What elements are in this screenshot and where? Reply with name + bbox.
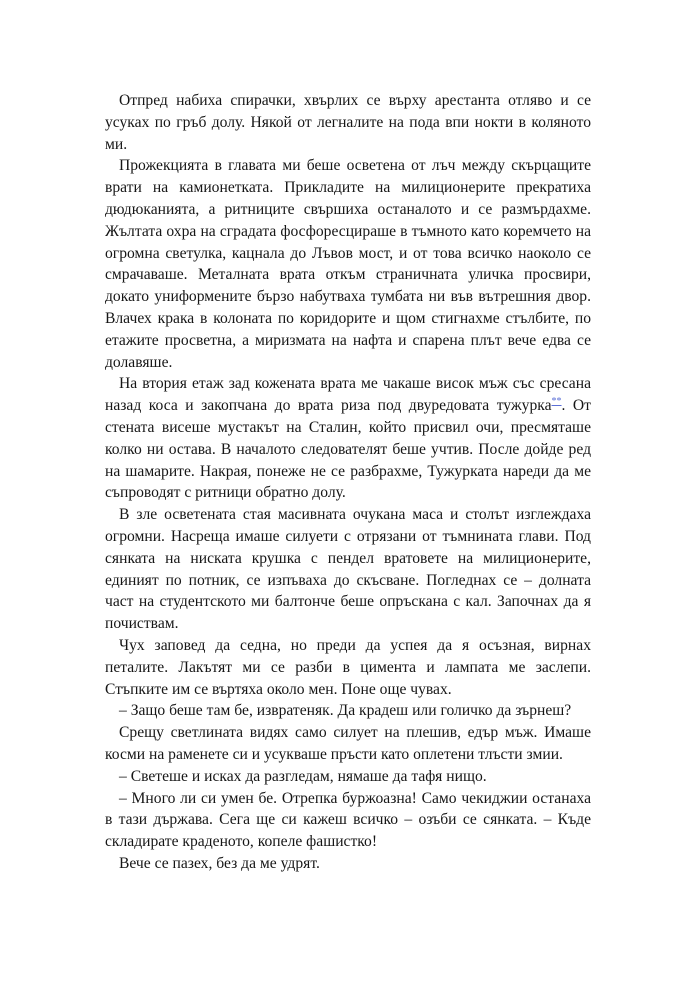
paragraph-5: [105, 635, 591, 700]
paragraph-6: [105, 722, 591, 766]
paragraph-text: Чух заповед да седна, но преди да успея да я осъзная, вирнах петалите. Лакътят ми се разби в цимента и лампата ме заслепи. Стъпките им се въртяха около мен. Поне още чувах.: [105, 636, 591, 698]
paragraph-text: На втория етаж зад кожената врата ме чакаше висок мъж със сресана назад коса и закопчана до врата риза под двуредовата тужурка: [105, 375, 591, 415]
paragraph-text: – Много ли си умен бе. Отрепка буржоазна! Само чекиджии останаха в тази държава. Сега ще си кажеш всичко – озъби се сянката. – Къде складирате крадeното, копеле фашистко!: [105, 789, 591, 851]
dialogue-line-2: [105, 766, 591, 788]
paragraph-1: [105, 90, 591, 155]
paragraph-text: – Защо беше там бе, извратеняк. Да крадеш или голичко да зърнеш?: [119, 702, 572, 720]
footnote-link[interactable]: **: [551, 396, 562, 408]
paragraph-text: Прожекцията в главата ми беше осветена от лъч между скърцащите врати на камионетката. Прикладите на милиционерите прекратиха дюдюканията, а ритниците свършиха останалото и се размърдахме. Жълтата охра на сградата фосфоресцираше в тъмното като коремчето на огромна светулка, кацнала до Лъвов мост, и от това всичко наоколо се смрачаваше. Металната врата откъм страничната уличка просвири, докато униформените бързо набутваха тумбата ни във вътрешния двор. Влачех крака в колоната по коридорите и щом стигнахме стълбите, по етажите просветна, а миризмата на нафта и спарена плът вече едва се долавяше.: [105, 157, 591, 371]
paragraph-text: Срещу светлината видях само силует на плешив, едър мъж. Имаше косми на раменете си и усукваше пръсти като оплетени тлъсти змии.: [105, 724, 591, 763]
paragraph-3: [105, 373, 591, 504]
paragraph-text: В зле осветената стая масивната очукана маса и столът изглеждаха огромни. Насреща имаше силуети с отрязани от тъмнината глави. Под сянката на ниската крушка с пендел вратовете на милиционерите, единият по потник, се изпъваха до скъсване. Погледнах се – долната част на студентското ми балтонче беше опръскана с кал. Започнах да я почиствам.: [105, 506, 591, 633]
paragraph-text: – Светеше и исках да разгледам, нямаше да тафя нищо.: [119, 767, 487, 785]
body-text: [105, 90, 591, 875]
paragraph-text: Вече се пазех, без да ме удрят.: [119, 854, 320, 872]
paragraph-2: [105, 155, 591, 373]
dialogue-line-1: [105, 700, 591, 722]
paragraph-7: [105, 853, 591, 875]
paragraph-4: [105, 504, 591, 635]
paragraph-text: Отпред набиха спирачки, хвърлих се върху арестанта отляво и се усуках по гръб долу. Някой от легналите на пода впи нокти в коляното ми.: [105, 92, 591, 153]
dialogue-line-3: [105, 788, 591, 853]
paragraph-text-continued: . От стената висеше мустакът на Сталин, който присвил очи, пресмяташе колко ни остава. В началото следователят беше учтив. После дойде ред на шамарите. Накрая, понеже не се разбрахме, Тужурката нареди да ме съпроводят с ритници обратно долу.: [105, 397, 591, 502]
